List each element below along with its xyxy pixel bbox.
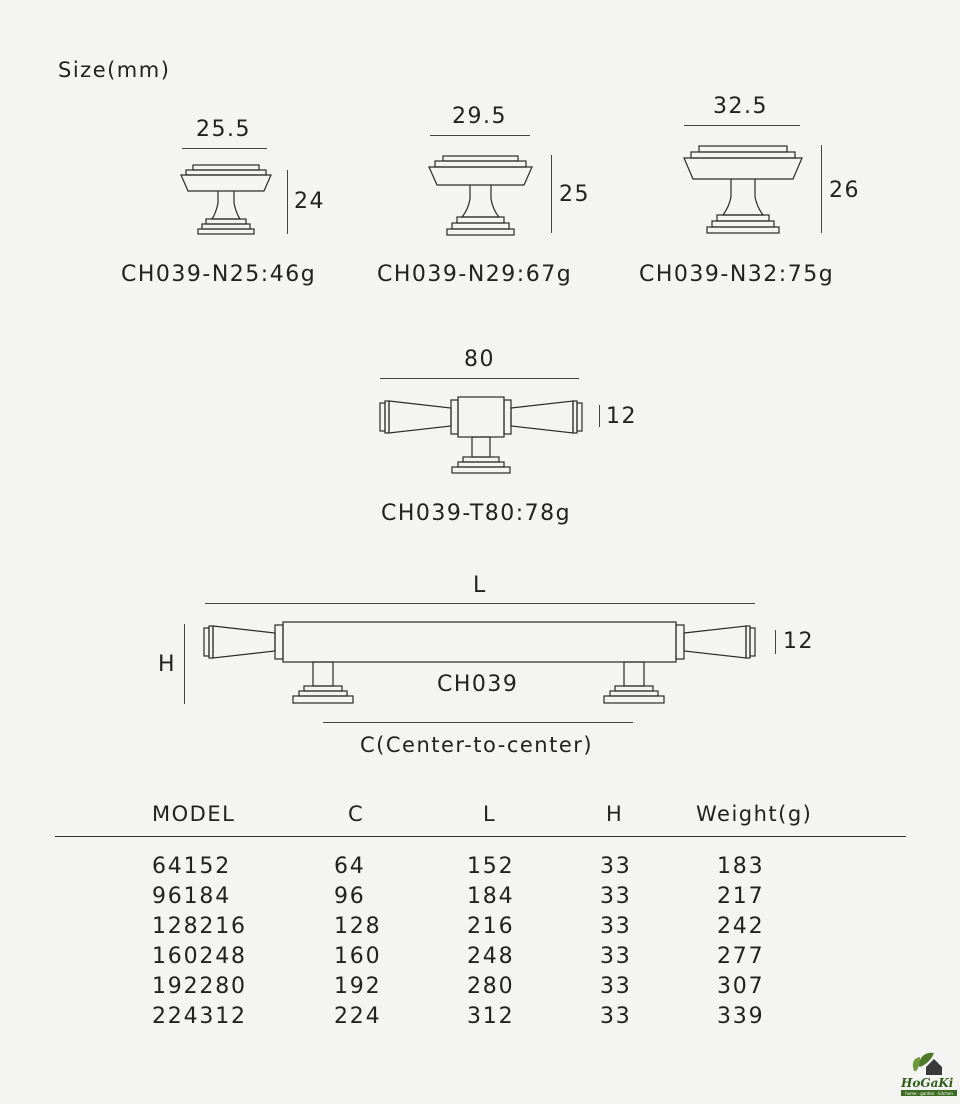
handle-thickness-label: 12 — [783, 629, 814, 654]
knob-1-height-label: 24 — [294, 189, 325, 214]
tbar-width-label: 80 — [464, 347, 495, 372]
cell-model: 128216 — [152, 914, 247, 939]
knob-1-caption: CH039-N25:46g — [121, 262, 317, 287]
handle-center-line — [323, 722, 633, 723]
tbar-height-label: 12 — [606, 404, 637, 429]
header-weight: Weight(g) — [696, 802, 813, 826]
cell-weight: 217 — [717, 884, 765, 909]
knob-2-height-line — [551, 155, 552, 233]
cell-c: 96 — [334, 884, 366, 909]
knob-1-drawing — [180, 163, 272, 237]
knob-2-width-line — [430, 135, 530, 136]
tbar-width-line — [380, 378, 579, 379]
cell-c: 224 — [334, 1004, 382, 1029]
cell-l: 184 — [467, 884, 515, 909]
knob-1-width-label: 25.5 — [196, 117, 251, 142]
knob-2-caption: CH039-N29:67g — [377, 262, 573, 287]
handle-thickness-line — [775, 630, 776, 654]
cell-h: 33 — [600, 914, 632, 939]
header-l: L — [483, 802, 497, 826]
knob-1-height-line — [287, 170, 288, 234]
knob-2-width-label: 29.5 — [452, 104, 507, 129]
cell-h: 33 — [600, 854, 632, 879]
knob-3-width-line — [684, 125, 800, 126]
handle-center-label: C(Center-to-center) — [360, 733, 594, 757]
header-h: H — [606, 802, 624, 826]
cell-c: 192 — [334, 974, 382, 999]
knob-3-height-line — [821, 145, 822, 233]
cell-c: 160 — [334, 944, 382, 969]
hogaki-logo — [898, 1045, 960, 1100]
cell-model: 224312 — [152, 1004, 247, 1029]
knob-3-height-label: 26 — [829, 178, 860, 203]
cell-model: 160248 — [152, 944, 247, 969]
handle-height-line — [184, 624, 185, 704]
cell-model: 96184 — [152, 884, 231, 909]
cell-weight: 277 — [717, 944, 765, 969]
cell-h: 33 — [600, 974, 632, 999]
cell-h: 33 — [600, 1004, 632, 1029]
tbar-height-line — [599, 405, 600, 427]
cell-weight: 339 — [717, 1004, 765, 1029]
cell-l: 280 — [467, 974, 515, 999]
cell-l: 248 — [467, 944, 515, 969]
tbar-drawing — [379, 396, 584, 476]
handle-length-line — [205, 603, 755, 604]
cell-model: 64152 — [152, 854, 231, 879]
cell-weight: 242 — [717, 914, 765, 939]
cell-model: 192280 — [152, 974, 247, 999]
cell-l: 216 — [467, 914, 515, 939]
header-model: MODEL — [152, 802, 236, 826]
handle-length-label: L — [473, 573, 487, 598]
cell-c: 64 — [334, 854, 366, 879]
svg-text:HoGaKi: HoGaKi — [901, 1076, 954, 1090]
cell-weight: 183 — [717, 854, 765, 879]
knob-1-width-line — [182, 148, 267, 149]
table-divider — [55, 836, 906, 837]
cell-h: 33 — [600, 944, 632, 969]
knob-3-caption: CH039-N32:75g — [639, 262, 835, 287]
knob-3-drawing — [683, 145, 803, 237]
cell-c: 128 — [334, 914, 382, 939]
knob-3-width-label: 32.5 — [713, 94, 768, 119]
cell-weight: 307 — [717, 974, 765, 999]
knob-2-height-label: 25 — [559, 182, 590, 207]
size-label: Size(mm) — [58, 58, 171, 82]
handle-model-label: CH039 — [437, 672, 519, 697]
header-c: C — [348, 802, 365, 826]
svg-text:home · garden · kitchen: home · garden · kitchen — [905, 1091, 953, 1096]
tbar-caption: CH039-T80:78g — [381, 501, 572, 526]
cell-h: 33 — [600, 884, 632, 909]
logo-icon — [898, 1045, 960, 1100]
cell-l: 152 — [467, 854, 515, 879]
cell-l: 312 — [467, 1004, 515, 1029]
knob-2-drawing — [428, 155, 533, 237]
handle-height-label: H — [158, 652, 177, 677]
